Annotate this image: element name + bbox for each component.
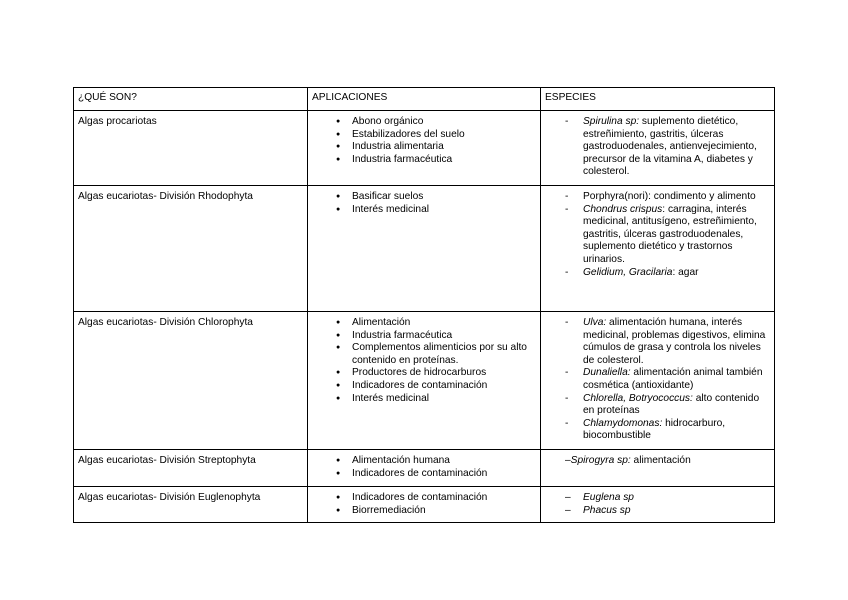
header-row [74,88,775,111]
dash-marker: - [565,417,569,429]
species-item [545,418,770,443]
species-desc: alimentación humana, interés medicinal, problemas digestivos, elimina cúmulos de grasa y controla los niveles de colesterol. [583,317,766,366]
application-item: ● Productores de hidrocarburos [312,367,536,380]
row-species [541,450,775,487]
row-applications [308,111,541,186]
row-what: Algas eucariotas- División Streptophyta [74,450,308,487]
application-item: ● Alimentación [312,317,536,330]
application-item: ● Industria farmacéutica [312,154,536,167]
table-row [74,186,775,312]
dash-marker: - [565,191,569,202]
species-desc: : agar [672,266,699,278]
species-name: Ulva: [583,317,607,328]
species-item [545,492,770,505]
row-what: Algas eucariotas- División Chlorophyta [74,312,308,450]
species-name: Euglena sp [583,492,634,503]
dash-marker: - [565,203,569,215]
species-desc: suplemento dietético, estreñimiento, gastritis, úlceras gastroduodenales, antienvejecimiento, precursor de la vitamina A, diabetes y colesterol. [583,116,757,178]
row-what: Algas procariotas [74,111,308,186]
application-item: ● Industria farmacéutica [312,330,536,343]
species-item [545,317,770,367]
row-what: Algas eucariotas- División Rhodophyta [74,186,308,312]
row-applications [308,186,541,312]
species-name: Phacus sp [583,504,631,516]
species-name: Gelidium, Gracilaria [583,266,673,278]
species-name: Dunaliella: [583,367,631,379]
application-item: ● Industria alimentaria [312,141,536,154]
species-name: Chondrus crispus [583,203,663,215]
species-item [545,505,770,518]
row-applications [308,450,541,487]
application-item: ● Interés medicinal [312,393,536,406]
species-desc: hidrocarburo, biocombustible [583,417,726,442]
application-item: ● Indicadores de contaminación [312,492,536,505]
row-applications [308,487,541,523]
species-desc: alto contenido en proteínas [583,392,760,417]
dash-marker: – [565,455,571,466]
row-what: Algas eucariotas- División Euglenophyta [74,487,308,523]
species-item [545,191,770,204]
species-item [545,455,770,468]
species-desc: Porphyra(nori): condimento y alimento [583,191,756,202]
species-item [545,367,770,392]
row-species [541,186,775,312]
table-row [74,487,775,523]
header-what: ¿QUÉ SON? [74,88,308,111]
dash-marker: - [565,317,569,328]
dash-marker: - [565,116,569,127]
application-item: ● Complementos alimenticios por su alto contenido en proteínas. [312,342,536,367]
application-item: ● Abono orgánico [312,116,536,129]
algae-table [73,87,775,523]
species-name: Chlamydomonas: [583,417,663,429]
application-item: ● Interés medicinal [312,204,536,217]
species-item [545,393,770,418]
row-applications [308,312,541,450]
application-item: ● Indicadores de contaminación [312,468,536,481]
species-name: Chlorella, Botryococcus: [583,392,693,404]
application-item: ● Estabilizadores del suelo [312,129,536,142]
row-species [541,312,775,450]
species-desc: : carragina, interés medicinal, antitusígeno, estreñimiento, gastritis, úlceras gastroduodenales, suplemento dietético y trastornos urinarios. [583,203,757,265]
application-item: ● Basificar suelos [312,191,536,204]
species-item [545,116,770,179]
table-row [74,450,775,487]
table-row [74,111,775,186]
header-applications: APLICACIONES [308,88,541,111]
row-species [541,487,775,523]
application-item: ● Biorremediación [312,505,536,518]
dash-marker: – [565,504,571,516]
dash-marker: – [565,492,571,503]
species-desc: alimentación [630,455,691,466]
species-item [545,204,770,267]
dash-marker: - [565,392,569,404]
header-species: ESPECIES [541,88,775,111]
species-item [545,267,770,280]
species-desc: alimentación animal también cosmética (antioxidante) [583,367,763,391]
species-name: Spirogyra sp: [570,455,631,466]
dash-marker: - [565,367,569,379]
dash-marker: - [565,266,569,278]
application-item: ● Alimentación humana [312,455,536,468]
row-species [541,111,775,186]
table-row [74,312,775,450]
species-name: Spirulina sp: [583,116,640,127]
application-item: ● Indicadores de contaminación [312,380,536,393]
